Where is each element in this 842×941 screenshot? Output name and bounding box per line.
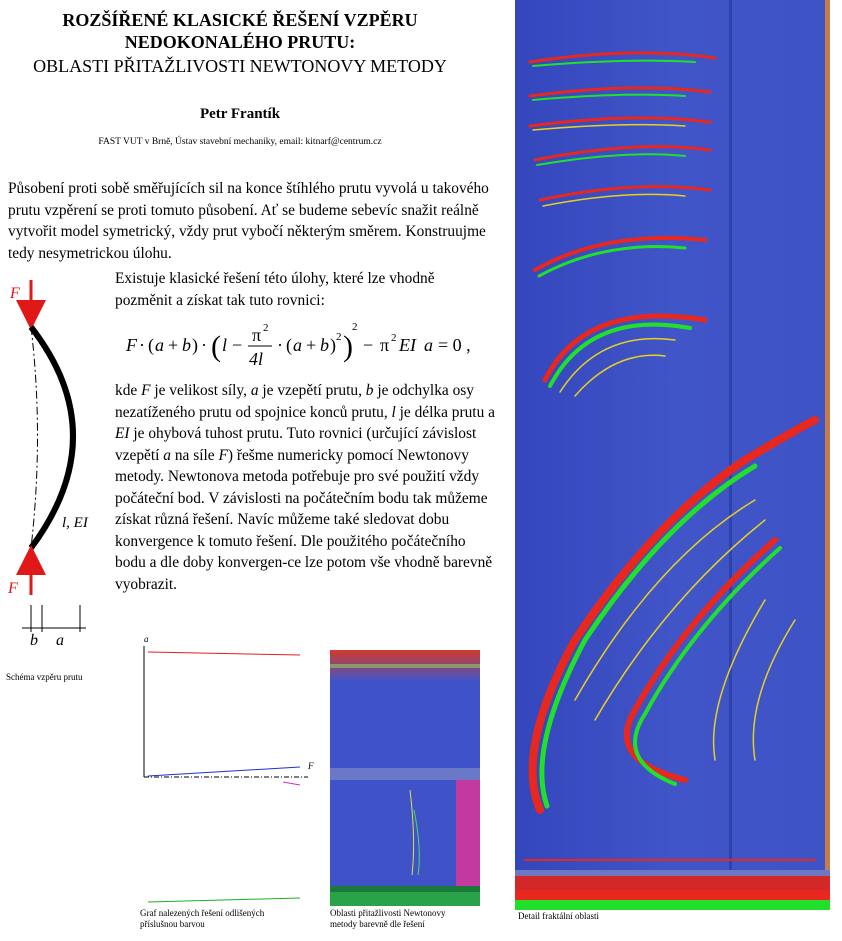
eq-dot-2: · (201, 335, 207, 355)
main-equation (122, 318, 492, 374)
eq-minus-2: − (363, 335, 374, 355)
title-line-2: NEDOKONALÉHO PRUTU: (124, 32, 356, 52)
eq-F: F (126, 335, 137, 355)
equation-svg (122, 318, 492, 378)
title-line-3: OBLASTI PŘITAŽLIVOSTI NEWTONOVY METODY (33, 56, 447, 76)
eq-4l: 4l (249, 349, 264, 369)
eq-pi-1: π (252, 325, 262, 345)
title-line-1: ROZŠÍŘENÉ KLASICKÉ ŘEŠENÍ VZPĚRU (62, 10, 418, 30)
graph-red-branch (148, 652, 300, 655)
eq-b-2: b (320, 335, 329, 355)
graph-magenta-branch (283, 782, 300, 785)
eq-pow-1: 2 (263, 322, 269, 334)
force-label-bottom: F (8, 580, 18, 597)
solution-graph (128, 632, 318, 912)
eq-plus-2: + (306, 335, 317, 355)
graph-caption: Graf nalezených řešení odlišených příslušnou barvou (140, 908, 265, 929)
beam-schematic (0, 270, 115, 690)
dim-a-label: a (56, 632, 64, 649)
eq-equals-zero: = 0 , (438, 335, 471, 355)
eq-b-1: b (182, 335, 191, 355)
eq-pow-4: 2 (391, 332, 397, 344)
graph-green-branch (148, 898, 300, 902)
force-label-top: F (10, 285, 20, 302)
eq-dot-3: · (277, 335, 283, 355)
beam-label: l, EI (62, 515, 88, 531)
beam-axis-line (31, 327, 38, 548)
eq-minus-1: − (232, 335, 243, 355)
eq-plus-1: + (168, 335, 179, 355)
fractal-caption: Detail fraktální oblasti (518, 911, 599, 921)
eq-pow-2: 2 (336, 331, 342, 343)
graph-axis-a: a (144, 634, 149, 644)
eq-pow-3: 2 (352, 321, 358, 333)
eq-a-1: a (155, 335, 164, 355)
eq-pi-2: π (380, 335, 390, 355)
eq-a-3: a (424, 335, 433, 355)
svg-text:(: ( (286, 335, 292, 355)
svg-text:(: ( (148, 335, 154, 355)
affiliation: FAST VUT v Brně, Ústav stavební mechaniky, email: kitnarf@centrum.cz (98, 137, 382, 147)
author-name: Petr Frantík (199, 106, 281, 122)
eq-l: l (222, 335, 228, 355)
intro-paragraph: Působení proti sobě směřujících sil na konce štíhlého prutu vyvolá u takového prutu vzpěrení se proti tomuto působení. Ať se budeme sebevíc snažit reálně vytvořit model symetrický, vždy prut vybočí některým směrem. Konstruujme tedy nesymetrickou úlohu. (8, 180, 489, 262)
svg-text:(: ( (211, 330, 221, 363)
equation-intro-paragraph: Existuje klasické řešení této úlohy, které lze vhodně pozměnit a získat tak tuto rovnici: (115, 270, 435, 309)
fractal-image (515, 0, 830, 910)
dim-b-label: b (30, 632, 38, 649)
svg-text:): ) (343, 330, 353, 363)
eq-dot-1: · (139, 335, 145, 355)
definitions-paragraph: kde F je velikost síly, a je vzepětí prutu, b je odchylka osy nezatíženého prutu od spojnice konců prutu, l je délka prutu a EI je ohybová tuhost prutu. Tuto rovnici (určující závislost vzepětí a na síle F) řešme numericky pomocí Newtonovy metody. Newtonova metoda potřebuje pro své použití vždy počáteční bod. V závislosti na počátečním bodu tak můžeme získat různá řešení. Navíc můžeme také sledovat dobu konvergence k tomuto řešení. Dle použitého počátečního bodu a dle doby konvergen-ce lze potom vše vhodně barevně vyobrazit. (115, 382, 495, 593)
graph-blue-branch (148, 767, 300, 776)
schematic-caption: Schéma vzpěru prutu (6, 672, 83, 682)
basin-caption: Oblasti přitažlivosti Newtonovy metody barevně dle řešení (330, 908, 446, 929)
eq-a-2: a (293, 335, 302, 355)
eq-EI: EI (399, 335, 416, 355)
basin-image (330, 650, 480, 906)
graph-axis-F: F (308, 761, 314, 771)
svg-text:): ) (330, 335, 336, 355)
svg-text:): ) (192, 335, 198, 355)
